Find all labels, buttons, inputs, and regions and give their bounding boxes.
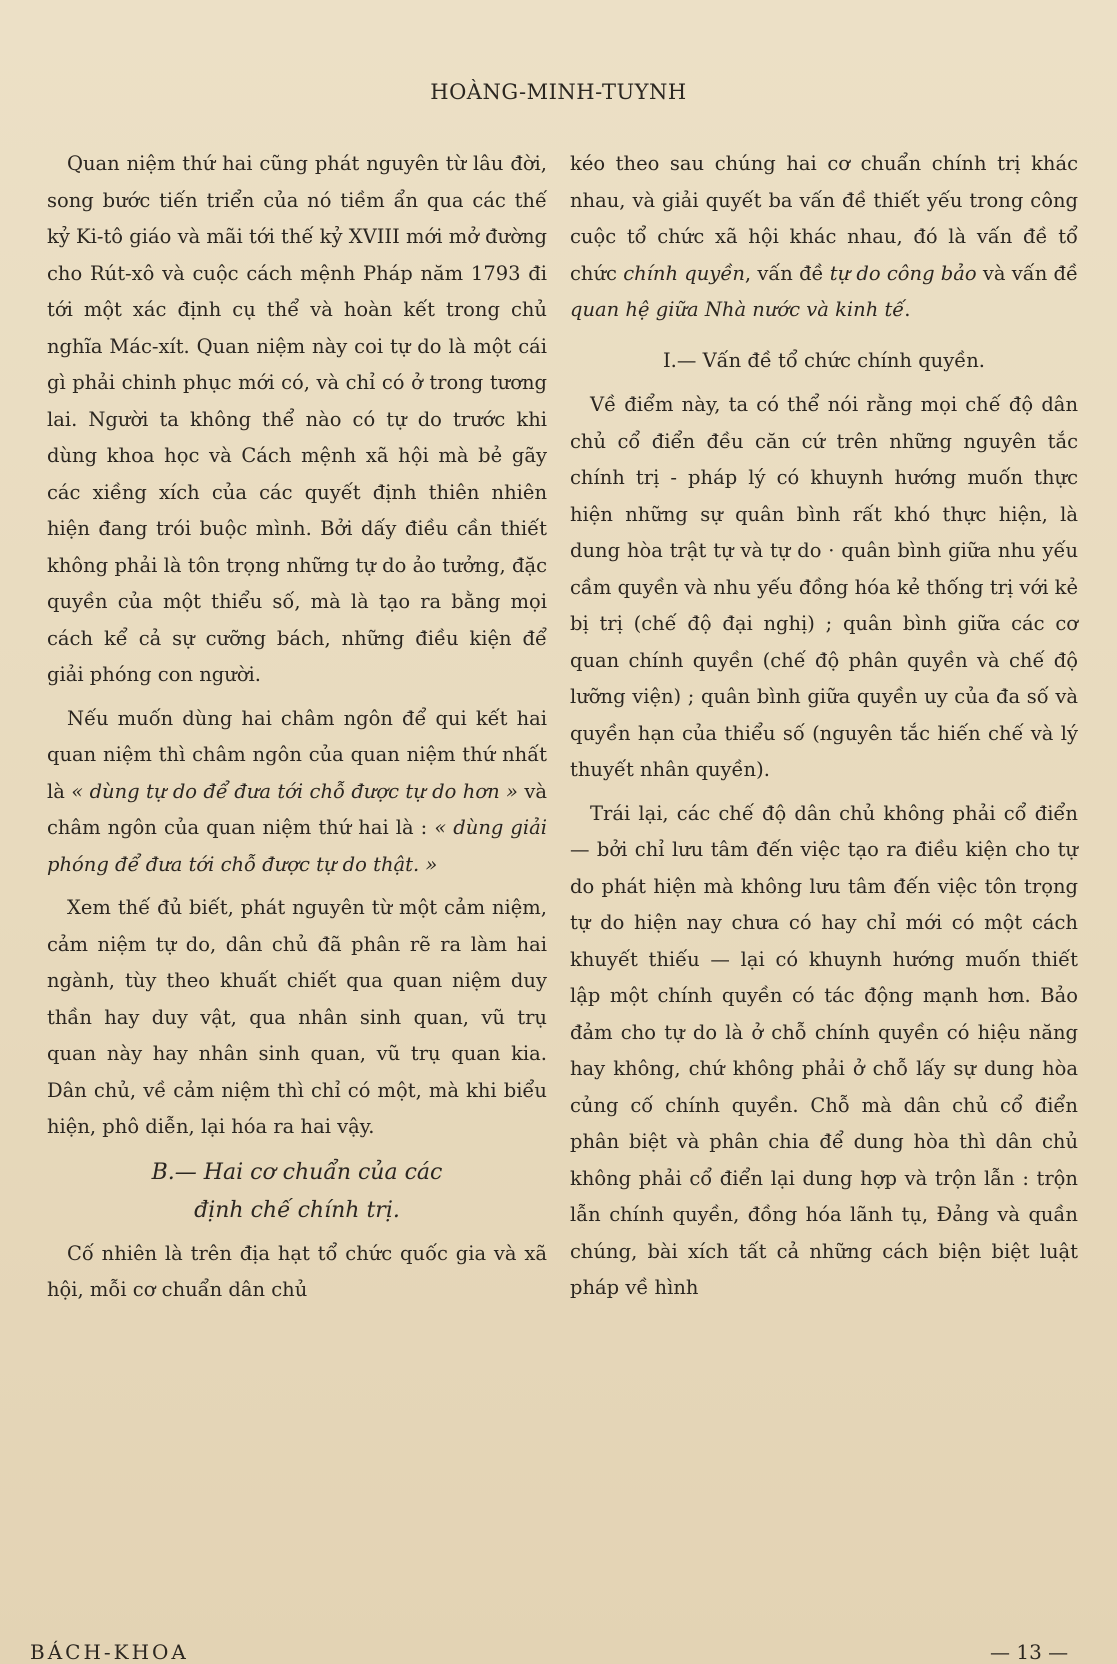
emphasis: chính quyền (623, 261, 745, 285)
text-run: . (904, 298, 911, 321)
running-header: HOÀNG-MINH-TUYNH (430, 80, 687, 104)
subsection-heading: I.— Vấn đề tổ chức chính quyền. (662, 348, 986, 372)
paragraph (570, 146, 1078, 329)
text-run: , vấn đề (744, 261, 824, 285)
heading-line: B.— Hai cơ chuẩn của các (151, 1159, 443, 1185)
emphasis: tự do công bảo (829, 261, 977, 285)
paragraph (47, 701, 547, 884)
text-run: và vấn đề (982, 261, 1078, 285)
maxim-2: « dùng giải phóng để đưa tới chỗ được tự do thật. » (47, 816, 547, 876)
page-number: — 13 — (990, 1640, 1069, 1664)
maxim-1: « dùng tự do để đưa tới chỗ được tự do hơn » (71, 779, 518, 803)
text-run: kéo theo sau chúng hai cơ chuẩn chính trị khác nhau, và giải quyết ba vấn đề thiết yếu trong công cuộc tổ chức xã hội khác nhau, đó là vấn đề tổ chức (570, 152, 1078, 285)
paragraph: Về điểm này, ta có thể nói rằng mọi chế độ dân chủ cổ điển đều căn cứ trên những nguyên tắc chính trị - pháp lý có khuynh hướng muốn thực hiện những sự quân bình rất khó thực hiện, là dung hòa trật tự và tự do · quân bình giữa nhu yếu cầm quyền và nhu yếu đồng hóa kẻ thống trị với kẻ bị trị (chế độ đại nghị) ; quân bình giữa các cơ quan chính quyền (chế độ phân quyền và chế độ lưỡng viện) ; quân bình giữa quyền uy của đa số và quyền hạn của thiểu số (nguyên tắc hiến chế và lý thuyết nhân quyền). (570, 393, 1078, 781)
text-run: Nếu muốn dùng hai châm ngôn để qui kết hai quan niệm thì châm ngôn của quan niệm thứ nhất là (47, 706, 547, 803)
right-column (570, 146, 1078, 1314)
text-run: và châm ngôn của quan niệm thứ hai là : (47, 779, 548, 839)
paragraph: Quan niệm thứ hai cũng phát nguyên từ lâu đời, song bước tiến triển của nó tiềm ẩn qua các thế kỷ Ki-tô giáo và mãi tới thế kỷ XVIII mới mở đường cho Rút-xô và cuộc cách mệnh Pháp năm 1793 đi tới một xác định cụ thể và hoàn kết trong chủ nghĩa Mác-xít. Quan niệm này coi tự do là một cái gì phải chinh phục mới có, và chỉ có ở trong tương lai. Người ta không thể nào có tự do trước khi dùng khoa học và Cách mệnh xã hội mà bẻ gãy các xiềng xích của các quyết định thiên nhiên hiện đang trói buộc mình. Bởi dấy điều cần thiết không phải là tôn trọng những tự do ảo tưởng, đặc quyền của một thiểu số, mà là tạo ra bằng mọi cách kể cả sự cưỡng bách, những điều kiện để giải phóng con người. (47, 152, 547, 686)
left-column (47, 146, 547, 1316)
paragraph: Cố nhiên là trên địa hạt tổ chức quốc gia và xã hội, mỗi cơ chuẩn dân chủ (47, 1241, 547, 1301)
paragraph: Trái lại, các chế độ dân chủ không phải cổ điển — bởi chỉ lưu tâm đến việc tạo ra điều kiện cho tự do phát hiện mà không lưu tâm đến việc tôn trọng tự do hiện nay chưa có hay chỉ mới có một cách khuyết thiếu — lại có khuynh hướng muốn thiết lập một chính quyền có tác động mạnh hơn. Bảo đảm cho tự do là ở chỗ chính quyền có hiệu năng hay không, chứ không phải ở chỗ lấy sự dung hòa củng cố chính quyền. Chỗ mà dân chủ cổ điển phân biệt và phân chia để dung hòa thì dân chủ không phải cổ điển lại dung hợp và trộn lẫn : trộn lẫn chính quyền, đồng hóa lãnh tụ, Đảng và quần chúng, bài xích tất cả những cách biện biệt luật pháp về hình (570, 801, 1078, 1299)
heading-line: định chế chính trị. (194, 1197, 400, 1223)
emphasis: quan hệ giữa Nhà nước và kinh tế (570, 298, 905, 321)
footer-journal-name: BÁCH-KHOA (30, 1640, 189, 1664)
section-heading (47, 1154, 547, 1230)
paragraph: Xem thế đủ biết, phát nguyên từ một cảm niệm, cảm niệm tự do, dân chủ đã phân rẽ ra làm hai ngành, tùy theo khuất chiết qua quan niệm duy thần hay duy vật, qua nhân sinh quan, vũ trụ quan này hay nhân sinh quan, vũ trụ quan kia. Dân chủ, về cảm niệm thì chỉ có một, mà khi biểu hiện, phô diễn, lại hóa ra hai vậy. (47, 896, 547, 1138)
